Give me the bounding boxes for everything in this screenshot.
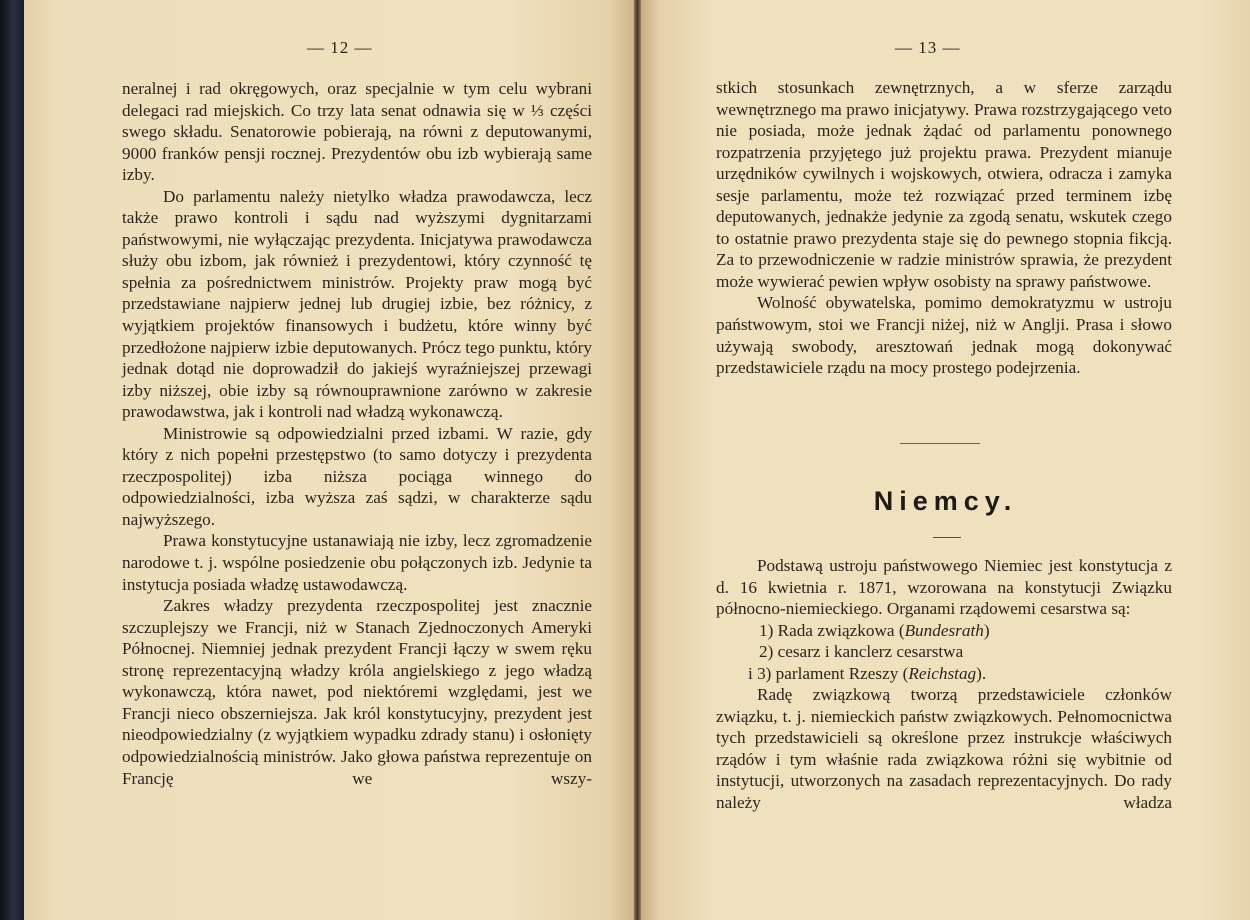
paragraph: Radę związkową tworzą przedstawiciele członków związku, t. j. niemieckich państw związkowych. Pełnomocnictwa tych przedstawicieli są określone przez instrukcje właściwych rządów i tym właśnie rada związkowa różni się wybitnie od instytucji, utworzonych na zasadach reprezentacyjnych. Do rady należy władza (716, 685, 1172, 813)
book-spine-edge (0, 0, 24, 920)
page-number-right: — 13 — (895, 38, 961, 57)
section-divider (900, 443, 980, 444)
page-number-left: — 12 — (307, 38, 373, 57)
paragraph: Do parlamentu należy nietylko władza prawodawcza, lecz także prawo kontroli i sądu nad wyższymi dygnitarzami państwowymi, nie wyłączając prezydenta. Inicjatywa prawodawcza służy obu izbom, jak również i prezydentowi, który czynność tę spełnia za pośrednictwem ministrów. Projekty praw mogą być przedstawiane najpierw jednej lub drugiej izbie, bez różnicy, z wyjątkiem projektów finansowych i budżetu, które winny być przedłożone najpierw izbie deputowanych. Prócz tego punktu, który jednak dotąd nie doprowadził do jakiejś wyraźniejszej przewagi izby niższej, obie izby są równouprawnione zarówno w zakresie prawodawstwa, jak i kontroli nad władzą wykonawczą. (122, 186, 592, 422)
right-page-text-bottom (716, 555, 1172, 814)
right-page-text-top (716, 77, 1172, 379)
paragraph: Wolność obywatelska, pomimo demokratyzmu w ustroju państwowym, stoi we Francji niżej, niż w Anglji. Prasa i słowo używają swobody, aresztowań jednak mogą dokonywać przedstawiciele rządu na mocy prostego podejrzenia. (716, 293, 1172, 378)
paragraph: stkich stosunkach zewnętrznych, a w sferze zarządu wewnętrznego ma prawo inicjatywy. Prawa rozstrzygającego veto nie posiada, może jednak żądać od parlamentu ponownego rozpatrzenia przyjętego już projektu prawa. Prezydent mianuje urzędników cywilnych i wojskowych, otwiera, odracza i zamyka sesje parlamentu, może też rozwiązać przed terminem izbę deputowanych, jednakże jedynie za zgodą senatu, wskutek czego to ostatnie prawo prezydenta staje się do pewnego stopnia fikcją. Za to przewodniczenie w radzie ministrów sprawia, że prezydent może wywierać pewien wpływ osobisty na sprawy państwowe. (716, 78, 1172, 291)
right-page (641, 0, 1250, 920)
heading-underline (933, 537, 961, 538)
paragraph: Ministrowie są odpowiedzialni przed izbami. W razie, gdy który z nich popełni przestępstwo (to samo dotyczy i prezydenta rzeczpospolitej) izba niższa pociąga winnego do odpowiedzialności, izba wyższa zaś sądzi, w charakterze sądu najwyższego. (122, 423, 592, 529)
paragraph: Prawa konstytucyjne ustanawiają nie izby, lecz zgromadzenie narodowe t. j. wspólne posiedzenie obu połączonych izb. Jedynie ta instytucja posiada władzę ustawodawczą. (122, 531, 592, 594)
section-heading: Niemcy. (873, 486, 1018, 516)
left-page (24, 0, 634, 920)
list-item: 2) cesarz i kanclerz cesarstwa (759, 642, 964, 662)
paragraph: Zakres władzy prezydenta rzeczpospolitej jest znacznie szczuplejszy we Francji, niż w Stanach Zjednoczonych Ameryki Północnej. Niemniej jednak prezydent Francji łączy w swem ręku stronę reprezentacyjną władzy króla angielskiego z jego władzą wykonawczą, która nawet, pod niektóremi względami, jest we Francji nieco obszerniejsza. Jak król konstytucyjny, prezydent jest nieodpowiedzialny (z wyjątkiem wypadku zdrady stanu) i osłonięty odpowiedzialnością ministrów. Jako głowa państwa reprezentuje on Francję we wszy- (122, 596, 592, 788)
list-item: i 3) parlament Rzeszy (Reichstag). (748, 663, 987, 683)
book-gutter (634, 0, 641, 920)
paragraph: Podstawą ustroju państwowego Niemiec jest konstytucja z d. 16 kwietnia r. 1871, wzorowana na konstytucji Związku północno-niemieckiego. Organami rządowemi cesarstwa są: (716, 556, 1172, 619)
list-item: 1) Rada związkowa (Bundesrath) (759, 620, 990, 640)
left-page-text (122, 78, 592, 789)
paragraph: neralnej i rad okręgowych, oraz specjalnie w tym celu wybrani delegaci rad miejskich. Co trzy lata senat odnawia się w ⅓ części swego składu. Senatorowie pobierają, na równi z deputowanymi, 9000 franków pensji rocznej. Prezydentów obu izb wybierają same izby. (122, 79, 592, 185)
